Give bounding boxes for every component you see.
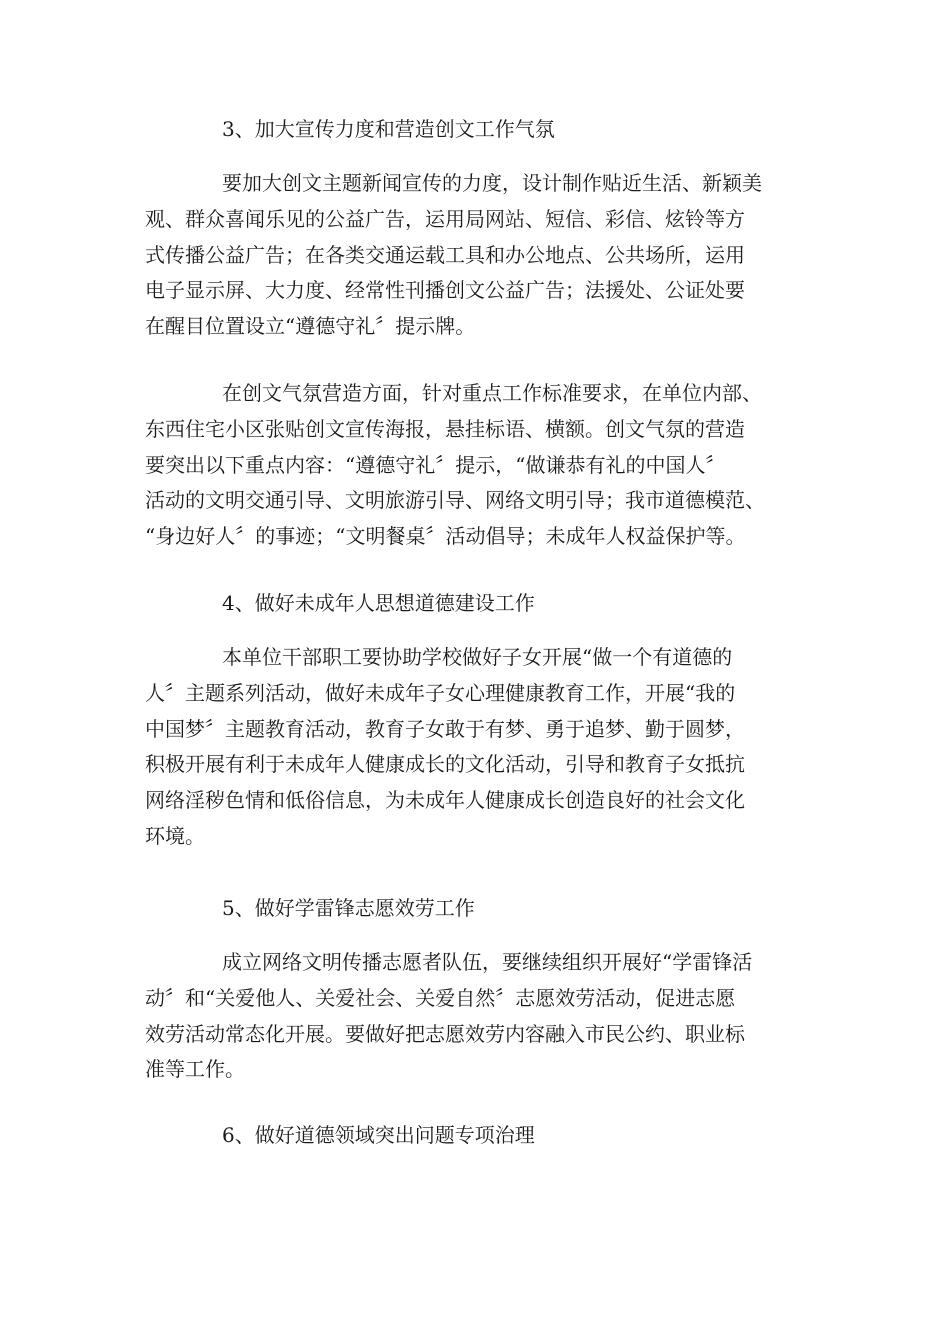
- section-3-heading: 3、加大宣传力度和营造创文工作气氛: [222, 117, 555, 141]
- section-4-heading: 4、做好未成年人思想道德建设工作: [222, 591, 535, 615]
- paragraph-line: 电子显示屏、大力度、经常性刊播创文公益广告；法援处、公证处要: [145, 278, 745, 303]
- paragraph-line: 积极开展有利于未成年人健康成长的文化活动，引导和教育子女抵抗: [145, 752, 745, 777]
- paragraph-line: “身边好人〞的事迹；“文明餐桌〞活动倡导；未成年人权益保护等。: [145, 524, 746, 549]
- paragraph-line: 要加大创文主题新闻宣传的力度，设计制作贴近生活、新颖美: [222, 171, 762, 195]
- paragraph-line: 准等工作。: [145, 1057, 245, 1082]
- paragraph-line: 式传播公益广告；在各类交通运载工具和办公地点、公共场所，运用: [145, 242, 745, 267]
- paragraph-line: 网络淫秽色情和低俗信息，为未成年人健康成长创造良好的社会文化: [145, 788, 745, 813]
- paragraph-line: 在醒目位置设立“遵德守礼〞提示牌。: [145, 314, 476, 339]
- paragraph-line: 本单位干部职工要协助学校做好子女开展“做一个有道德的: [222, 645, 733, 669]
- section-4-paragraph-1: [145, 640, 807, 855]
- paragraph-line: 在创文气氛营造方面，针对重点工作标准要求，在单位内部、: [222, 381, 762, 405]
- section-3-paragraph-2: [145, 376, 807, 555]
- section-5-heading: 5、做好学雷锋志愿效劳工作: [222, 896, 475, 920]
- paragraph-line: 要突出以下重点内容：“遵德守礼〞提示，“做谦恭有礼的中国人〞: [145, 452, 726, 477]
- paragraph-line: 东西住宅小区张贴创文宣传海报，悬挂标语、横额。创文气氛的营造: [145, 416, 745, 441]
- paragraph-line: 人〞主题系列活动，做好未成年子女心理健康教育工作，开展“我的: [145, 680, 736, 705]
- paragraph-line: 观、群众喜闻乐见的公益广告，运用局网站、短信、彩信、炫铃等方: [145, 206, 745, 231]
- section-6-heading: 6、做好道德领域突出问题专项治理: [222, 1123, 535, 1147]
- paragraph-line: 成立网络文明传播志愿者队伍，要继续组织开展好“学雷锋活: [222, 950, 753, 974]
- paragraph-line: 效劳活动常态化开展。要做好把志愿效劳内容融入市民公约、职业标: [145, 1021, 745, 1046]
- paragraph-line: 活动的文明交通引导、文明旅游引导、网络文明引导；我市道德模范、: [145, 488, 765, 513]
- paragraph-line: 环境。: [145, 823, 205, 848]
- paragraph-line: 中国梦〞主题教育活动，教育子女敢于有梦、勇于追梦、勤于圆梦，: [145, 716, 745, 741]
- section-5-paragraph-1: [145, 945, 807, 1088]
- paragraph-line: 动〞和“关爱他人、关爱社会、关爱自然〞志愿效劳活动，促进志愿: [145, 985, 736, 1010]
- section-3-paragraph-1: [145, 166, 807, 345]
